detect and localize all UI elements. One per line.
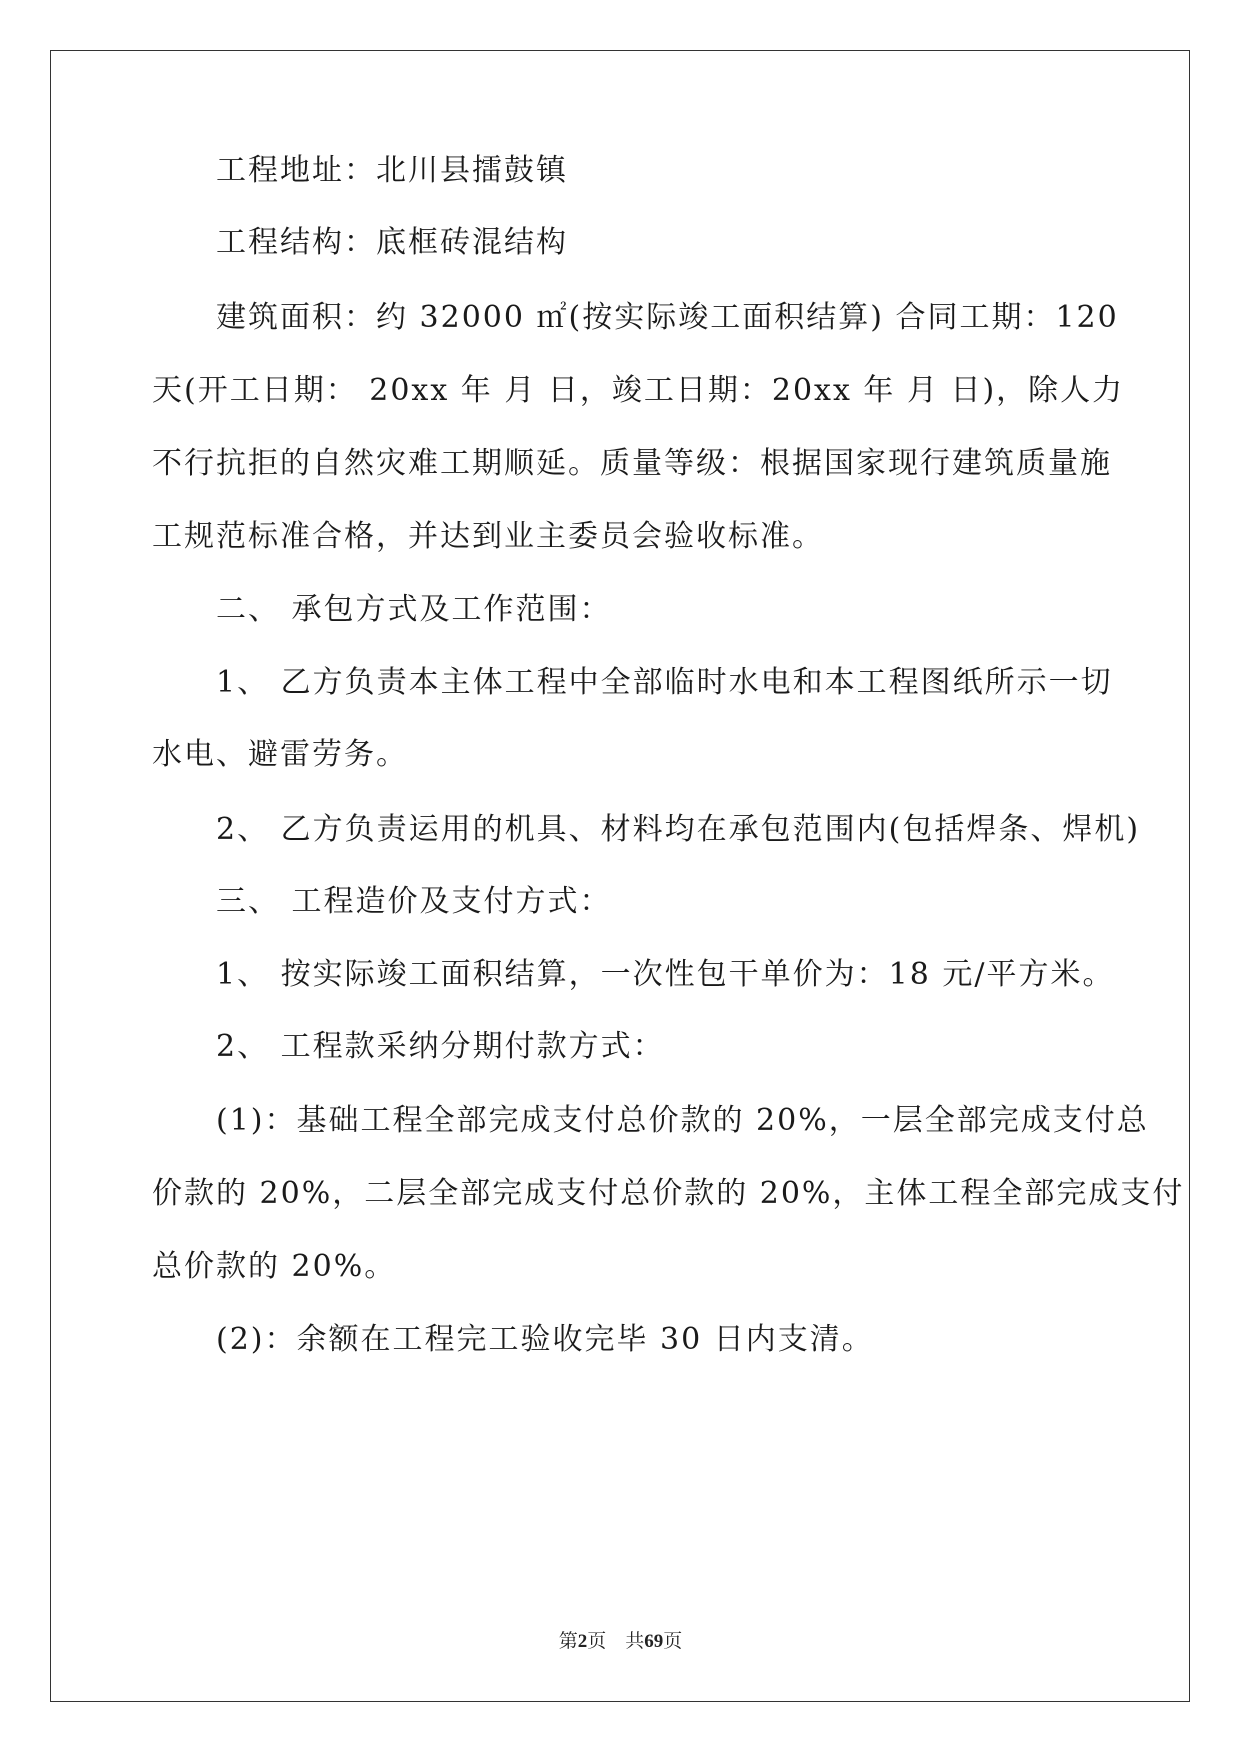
total-suffix: 页 [663, 1631, 683, 1652]
text-line: 2、 工程款采纳分期付款方式： [152, 1029, 665, 1064]
text-line: 价款的 20%，二层全部完成支付总价款的 20%，主体工程全部完成支付 [152, 1176, 1185, 1211]
text-line: 水电、避雷劳务。 [152, 737, 408, 772]
text-line: 1、 按实际竣工面积结算，一次性包干单价为：18 元/平方米。 [152, 957, 1115, 992]
text-line: 2、 乙方负责运用的机具、材料均在承包范围内(包括焊条、焊机) [152, 812, 1141, 847]
section-heading: 三、 工程造价及支付方式： [152, 884, 612, 919]
section-heading: 二、 承包方式及工作范围： [152, 592, 612, 627]
text-line: (1)：基础工程全部完成支付总价款的 20%，一层全部完成支付总 [152, 1103, 1149, 1138]
page-suffix: 页 [587, 1631, 607, 1652]
total-prefix: 共 [625, 1631, 645, 1652]
page-prefix: 第 [558, 1631, 578, 1652]
page-number: 2 [577, 1631, 588, 1652]
total-pages: 69 [644, 1631, 664, 1652]
text-line: (2)：余额在工程完工验收完毕 30 日内支清。 [152, 1322, 874, 1357]
page-footer [0, 1626, 1241, 1653]
text-line: 建筑面积：约 32000 ㎡(按实际竣工面积结算) 合同工期：120 [152, 300, 1119, 335]
text-line: 总价款的 20%。 [152, 1249, 397, 1284]
text-line: 1、 乙方负责本主体工程中全部临时水电和本工程图纸所示一切 [152, 665, 1113, 700]
text-line: 天(开工日期： 20xx 年 月 日，竣工日期：20xx 年 月 日)，除人力 [152, 373, 1125, 408]
text-line: 工程结构：底框砖混结构 [152, 225, 568, 260]
text-line: 工规范标准合格，并达到业主委员会验收标准。 [152, 519, 824, 554]
text-line: 工程地址：北川县擂鼓镇 [152, 153, 568, 188]
text-line: 不行抗拒的自然灾难工期顺延。质量等级：根据国家现行建筑质量施 [152, 446, 1112, 481]
